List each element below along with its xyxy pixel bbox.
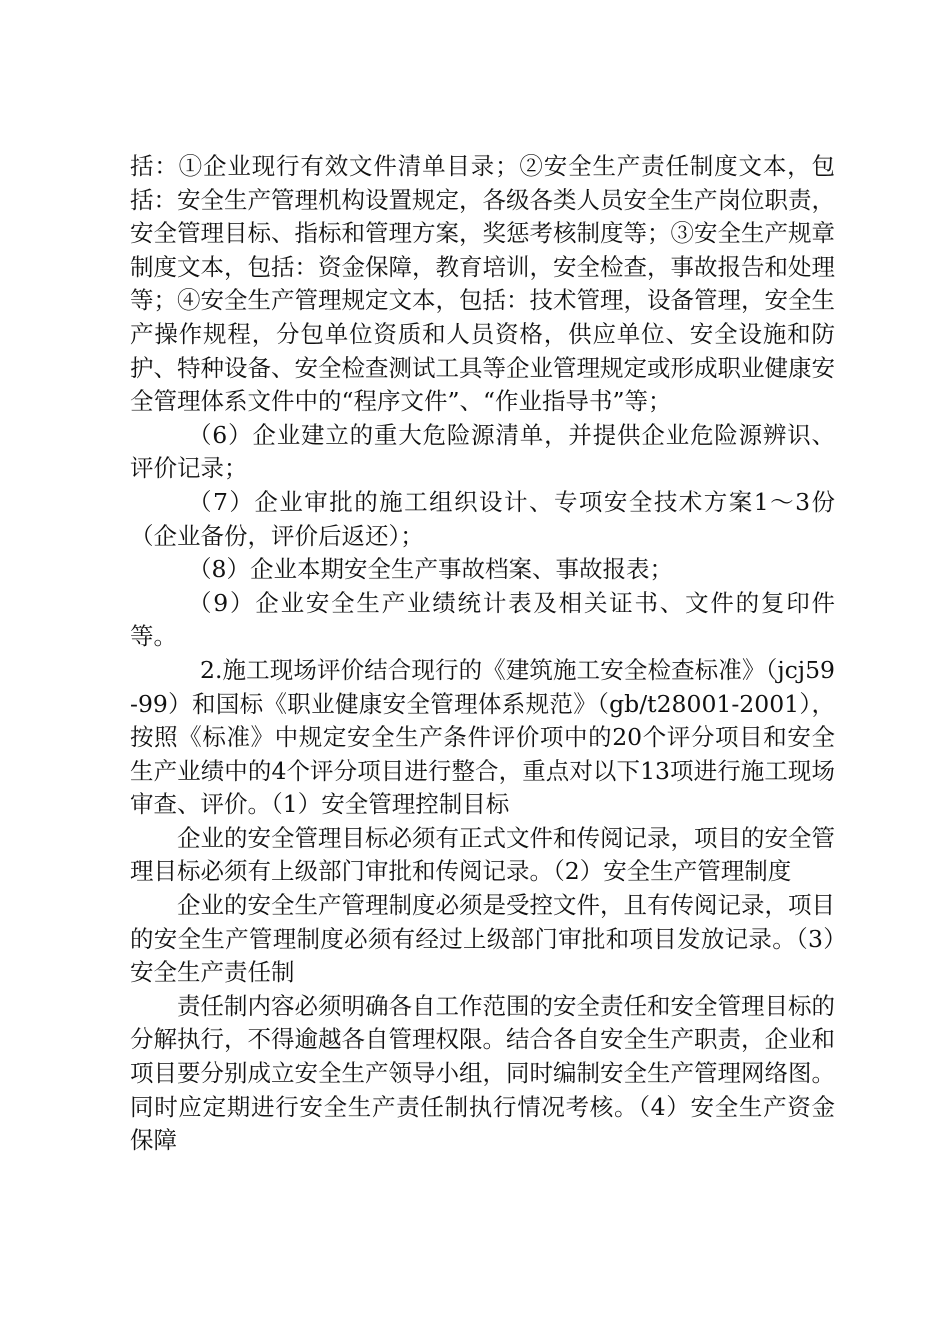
document-page: [130, 150, 835, 1158]
paragraph-item-8: （8）企业本期安全生产事故档案、事故报表；: [188, 555, 673, 584]
paragraph-item-9: （9）企业安全生产业绩统计表及相关证书、文件的复印件等。: [130, 588, 835, 651]
paragraph-management-system: 企业的安全生产管理制度必须是受控文件，且有传阅记录，项目的安全生产管理制度必须有经过上级部门审批和项目发放记录。（3）安全生产责任制: [130, 891, 835, 987]
paragraph-site-evaluation: 2.施工现场评价结合现行的《建筑施工安全检查标准》（jcj59-99）和国标《职业健康安全管理体系规范》（gb/t28001-2001），按照《标准》中规定安全生产条件评价项中的20个评分项目和安全生产业绩中的4个评分项目进行整合，重点对以下13项进行施工现场审查、评价。（1）安全管理控制目标: [130, 655, 835, 819]
paragraph-responsibility-system: 责任制内容必须明确各自工作范围的安全责任和安全管理目标的分解执行，不得逾越各自管理权限。结合各自安全生产职责，企业和项目要分别成立安全生产领导小组，同时编制安全生产管理网络图。同时应定期进行安全生产责任制执行情况考核。（4）安全生产资金保障: [130, 991, 835, 1155]
paragraph-item-7: （7）企业审批的施工组织设计、专项安全技术方案1～3份（企业备份，评价后返还）；: [130, 487, 835, 550]
paragraph-management-target: 企业的安全管理目标必须有正式文件和传阅记录，项目的安全管理目标必须有上级部门审批和传阅记录。（2）安全生产管理制度: [130, 823, 835, 886]
paragraph-item-6: （6）企业建立的重大危险源清单，并提供企业危险源辨识、评价记录；: [130, 420, 835, 483]
paragraph-document-list: 括：①企业现行有效文件清单目录；②安全生产责任制度文本，包括：安全生产管理机构设置规定，各级各类人员安全生产岗位职责，安全管理目标、指标和管理方案，奖惩考核制度等；③安全生产规章制度文本，包括：资金保障，教育培训，安全检查，事故报告和处理等；④安全生产管理规定文本，包括：技术管理，设备管理，安全生产操作规程，分包单位资质和人员资格，供应单位、安全设施和防护、特种设备、安全检查测试工具等企业管理规定或形成职业健康安全管理体系文件中的“程序文件”、“作业指导书”等；: [130, 152, 835, 416]
